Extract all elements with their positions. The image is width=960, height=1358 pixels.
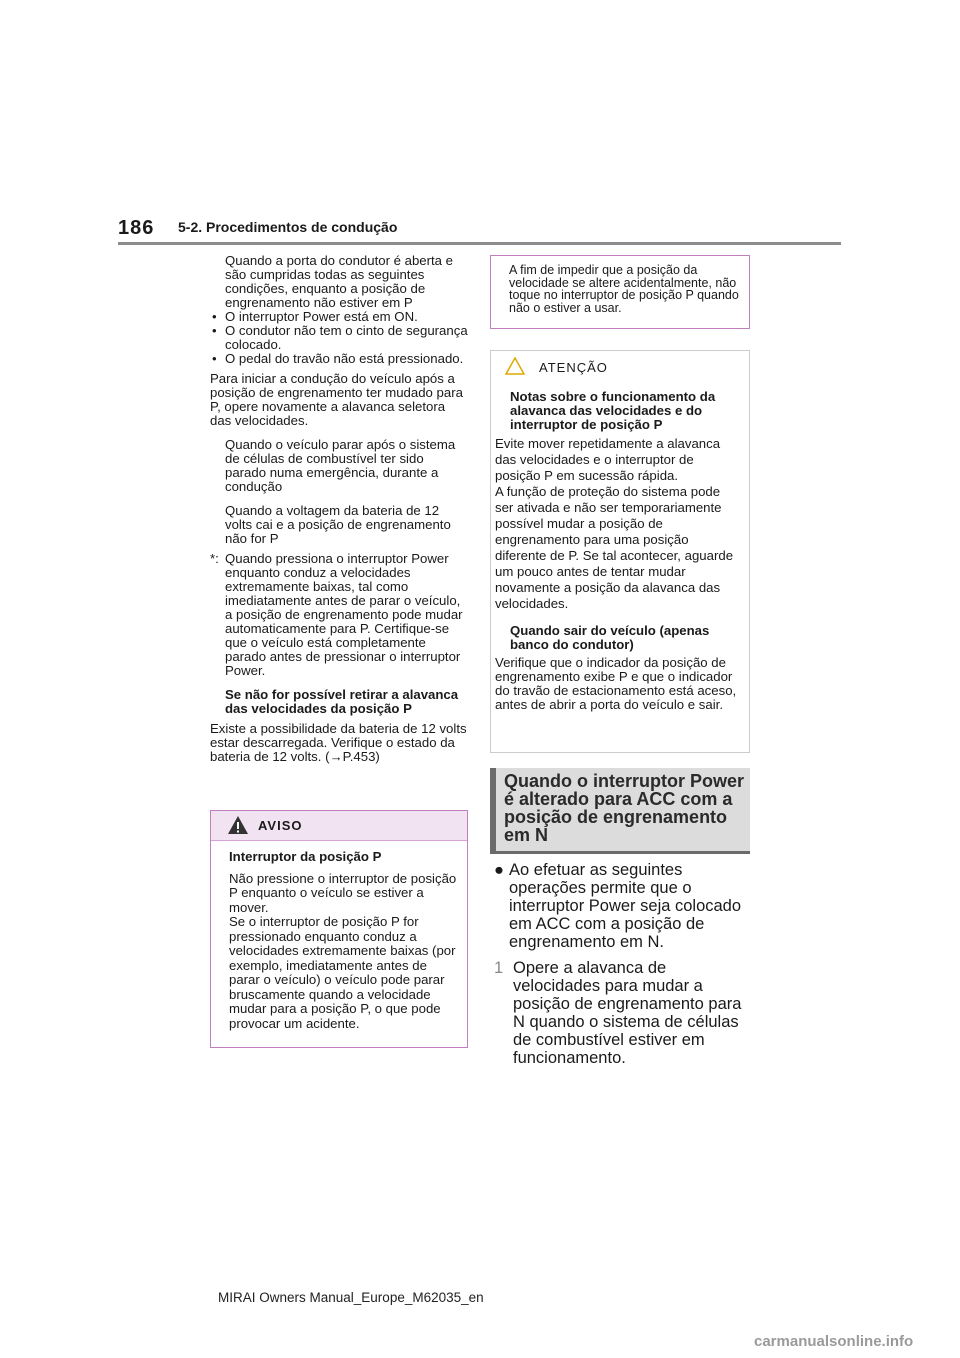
header-rule	[118, 242, 841, 245]
note-text: A fim de impedir que a posição da velocidade se altere acidentalmente, não toque no interruptor de posição P quando não o estiver a usar.	[509, 263, 739, 315]
paragraph-battery: Quando a voltagem da bateria de 12 volts cai e a posição de engrenamento não for P	[225, 503, 451, 546]
left-column	[210, 254, 468, 764]
warning-body	[211, 841, 467, 1031]
page-number: 186	[118, 217, 155, 239]
list-item: • O pedal do travão não está pressionado.	[212, 351, 464, 366]
caution-title: ATENÇÃO	[539, 360, 608, 375]
warning-header	[211, 811, 467, 841]
warning-triangle-icon	[227, 815, 249, 835]
caution-triangle-icon	[505, 357, 525, 375]
bullet-icon: •	[212, 323, 217, 338]
caution-header	[491, 351, 749, 380]
paragraph-restart: Para iniciar a condução do veículo após a posição de engrenamento ter mudado para P, opere novamente a alavanca seletora das velocidades.	[210, 371, 463, 428]
section-title: 5-2. Procedimentos de condução	[178, 219, 398, 235]
paragraph-emergency: Quando o veículo parar após o sistema de células de combustível ter sido parado numa emergência, durante a condução	[225, 437, 456, 494]
caution-text-2: Verifique que o indicador da posição de engrenamento exibe P e que o indicador do travão de estacionamento está aceso, antes de abrir a porta do veículo e sair.	[495, 655, 737, 712]
step-item: 1 Opere a alavanca de velocidades para mudar a posição de engrenamento para N quando o sistema de células de combustível estiver em funcionamento.	[494, 959, 742, 1067]
bullet-icon: •	[212, 309, 217, 324]
caution-subheading-2: Quando sair do veículo (apenas banco do condutor)	[510, 623, 710, 652]
caution-body	[491, 380, 749, 712]
right-column	[494, 861, 754, 1067]
warning-title: AVISO	[258, 818, 303, 833]
caution-subheading-1: Notas sobre o funcionamento da alavanca das velocidades e do interruptor de posição P	[510, 389, 716, 432]
watermark[interactable]: carmanualsonline.info	[754, 1333, 914, 1350]
section-heading: Quando o interruptor Power é alterado para ACC com a posição de engrenamento em N	[490, 768, 750, 854]
warning-text: Não pressione o interruptor de posição P enquanto o veículo se estiver a mover. Se o interruptor de posição P for pressionado enquanto conduz a velocidades extremamente baixas (por exemplo, imediatamente antes de parar o veículo) o veículo pode parar bruscamente quando a velocidade mudar para a posição P, o que pode provocar um acidente.	[229, 870, 457, 1031]
warning-box	[210, 810, 468, 1048]
paragraph-battery-check: Existe a possibilidade da bateria de 12 volts estar descarregada. Verifique o estado da bateria de 12 volts. (→P.453)	[210, 721, 467, 764]
caution-text-1: Evite mover repetidamente a alavanca das velocidades e o interruptor de posição P em sucessão rápida. A função de proteção do sistema pode ser ativada e não ser temporariamente possível mudar a posição de engrenamento para uma posição diferente de P. Se tal acontecer, aguarde um pouco antes de tentar mudar novamente a posição da alavanca das velocidades.	[495, 436, 734, 611]
list-item: • O interruptor Power está em ON.	[212, 309, 418, 324]
footnote-mark: *:	[210, 551, 219, 566]
warning-subheading: Interruptor da posição P	[229, 849, 382, 864]
caution-box	[490, 350, 750, 753]
paragraph-door-open: Quando a porta do condutor é aberta e são cumpridas todas as seguintes condições, enquanto a posição de engrenamento não estiver em P	[225, 253, 454, 310]
footnote: *: Quando pressiona o interruptor Power enquanto conduz a velocidades extremamente baixas, tal como imediatamente antes de parar o veículo, a posição de engrenamento pode mudar automaticamente para P. Certifique-se que o veículo está completamente parado antes de pressionar o interruptor Power.	[210, 551, 463, 678]
bullet-icon: •	[212, 351, 217, 366]
list-item: • O condutor não tem o cinto de segurança colocado.	[212, 323, 468, 352]
subheading-p-position: Se não for possível retirar a alavanca das velocidades da posição P	[225, 687, 459, 716]
bullet-icon: ●	[494, 861, 504, 879]
list-item: ● Ao efetuar as seguintes operações permite que o interruptor Power seja colocado em ACC com a posição de engrenamento em N.	[494, 861, 742, 951]
footer-text: MIRAI Owners Manual_Europe_M62035_en	[218, 1290, 484, 1305]
step-number: 1	[494, 959, 504, 977]
note-box	[490, 255, 750, 329]
